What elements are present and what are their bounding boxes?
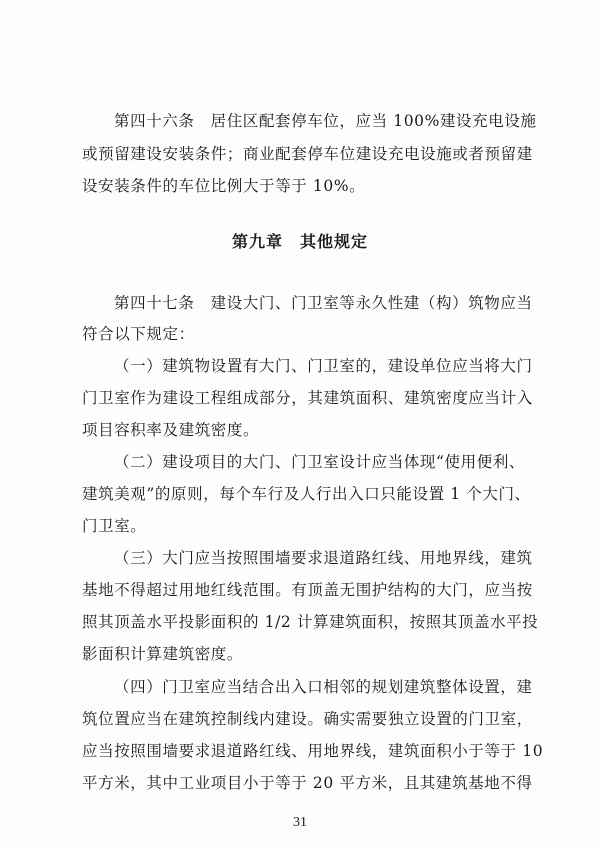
article-46-line-2: 或预留建设安装条件；商业配套停车位建设充电设施或者预留建	[82, 145, 533, 163]
article-46-line-3: 设安装条件的车位比例大于等于 10%。	[82, 177, 366, 195]
chapter-heading: 第九章 其他规定	[231, 232, 368, 251]
clause-1-line-3: 项目容积率及建筑密度。	[82, 421, 260, 439]
clause-4-line-2: 筑位置应当在建筑控制线内建设。确实需要独立设置的门卫室，	[82, 710, 533, 728]
clause-3-line-3: 照其顶盖水平投影面积的 1/2 计算建筑面积，按照其顶盖水平投	[82, 613, 539, 631]
article-47-line-2: 符合以下规定：	[82, 325, 195, 343]
clause-2-line-1: （二）建设项目的大门、门卫室设计应当体现“使用便利、	[114, 453, 526, 471]
clause-3-line-2: 基地不得超过用地红线范围。有顶盖无围护结构的大门，应当按	[82, 581, 533, 599]
clause-1-line-1: （一）建筑物设置有大门、门卫室的，建设单位应当将大门	[114, 357, 533, 375]
clause-4-line-1: （四）门卫室应当结合出入口相邻的规划建筑整体设置，建	[114, 678, 533, 696]
clause-3-line-4: 影面积计算建筑密度。	[82, 645, 244, 663]
clause-2-line-3: 门卫室。	[82, 517, 147, 535]
clause-3-line-1: （三）大门应当按照围墙要求退道路红线、用地界线，建筑	[114, 549, 533, 567]
article-47-line-1: 第四十七条 建设大门、门卫室等永久性建（构）筑物应当	[114, 294, 533, 312]
clause-4-line-3: 应当按照围墙要求退道路红线、用地界线，建筑面积小于等于 10	[82, 742, 544, 760]
clause-2-line-2: 建筑美观”的原则，每个车行及人行出入口只能设置 1 个大门、	[82, 485, 531, 503]
clause-4-line-4: 平方米，其中工业项目小于等于 20 平方米，且其建筑基地不得	[82, 774, 533, 792]
page-number: 31	[293, 815, 307, 830]
clause-1-line-2: 门卫室作为建设工程组成部分，其建筑面积、建筑密度应当计入	[82, 389, 533, 407]
article-46-line-1: 第四十六条 居住区配套停车位，应当 100%建设充电设施	[114, 112, 537, 130]
